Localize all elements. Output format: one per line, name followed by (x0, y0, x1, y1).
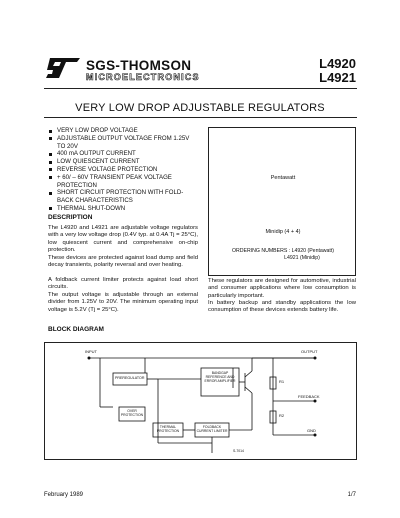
diagram-code: S-7014 (233, 449, 244, 453)
footer-date: February 1989 (44, 492, 84, 498)
ordering-line-1: ORDERING NUMBERS : L4920 (Pentawatt) (231, 248, 335, 254)
right-paragraph: These regulators are designed for automotive, industrial and consumer applications where low consumption is particularly important. (208, 278, 356, 299)
pentawatt-label: Pentawatt (270, 175, 296, 181)
description-paragraph: A foldback current limiter protects against load short circuits. (48, 277, 198, 291)
bandgap-label: BANDGAP REFERENCE AND ERROR AMPLIFIER (204, 371, 236, 383)
header-rule (44, 88, 357, 89)
description-paragraph: The output voltage is adjustable through an external divider from 1.25V to 20V. The minimum operating input voltage is 5.2V (Tj = 25°C). (48, 292, 198, 313)
part-number-l4921: L4921 (319, 70, 356, 85)
input-label: INPUT (85, 349, 97, 354)
description-paragraph: These devices are protected against load dump and field decay transients, polarity reversal and over heating. (48, 255, 198, 269)
package-box (208, 127, 356, 276)
feature-item: SHORT CIRCUIT PROTECTION WITH FOLD-BACK CHARACTERISTICS (48, 189, 198, 205)
feature-item: VERY LOW DROP VOLTAGE (48, 127, 198, 135)
ordering-line-2: L4921 (Minidip) (284, 254, 320, 261)
title-rule (44, 117, 357, 118)
gnd-label: GND (307, 428, 316, 433)
block-diagram-heading: BLOCK DIAGRAM (48, 326, 104, 333)
feature-item: LOW QUIESCENT CURRENT (48, 158, 198, 166)
feature-item: THERMAL SHUT-DOWN (48, 205, 198, 213)
feature-item: + 60/ – 60V TRANSIENT PEAK VOLTAGE PROTECTION (48, 174, 198, 190)
feature-item: REVERSE VOLTAGE PROTECTION (48, 166, 198, 174)
page-number: 1/7 (347, 492, 356, 498)
feature-item: 400 mA OUTPUT CURRENT (48, 150, 198, 158)
part-number-l4920: L4920 (319, 56, 356, 71)
right-paragraph: In battery backup and standby applications the low consumption of these devices extends battery life. (208, 300, 356, 314)
page-title: VERY LOW DROP ADJUSTABLE REGULATORS (75, 102, 325, 114)
overprotection-label: OVER PROTECTION (120, 409, 144, 417)
feature-item: ADJUSTABLE OUTPUT VOLTAGE FROM 1.25V TO 20V (48, 135, 198, 151)
description-heading: DESCRIPTION (48, 214, 93, 221)
thermal-label: THERMAL PROTECTION (156, 425, 180, 433)
feedback-label: FEEDBACK (298, 394, 320, 399)
block-diagram (44, 342, 357, 460)
foldback-label: FOLDBACK CURRENT LIMITER (196, 425, 228, 433)
description-paragraph: The L4920 and L4921 are adjustable voltage regulators with a very low voltage drop (0.4V typ. at 0.4A Tj = 25°C), low quiescent current and comprehensive on-chip protection. (48, 225, 198, 253)
minidip-label: Minidip (4 + 4) (265, 229, 301, 235)
r1-label: R1 (279, 379, 285, 384)
st-logo-icon (44, 57, 82, 79)
brand-subtitle: MICROELECTRONICS (86, 72, 200, 82)
r2-label: R2 (279, 413, 285, 418)
feature-list (48, 127, 198, 213)
output-label: OUTPUT (301, 349, 318, 354)
ordering-numbers (209, 248, 357, 261)
brand-name: SGS-THOMSON (86, 58, 192, 73)
preregulator-label: PREREGULATOR (115, 376, 145, 380)
block-diagram-svg (45, 343, 356, 459)
